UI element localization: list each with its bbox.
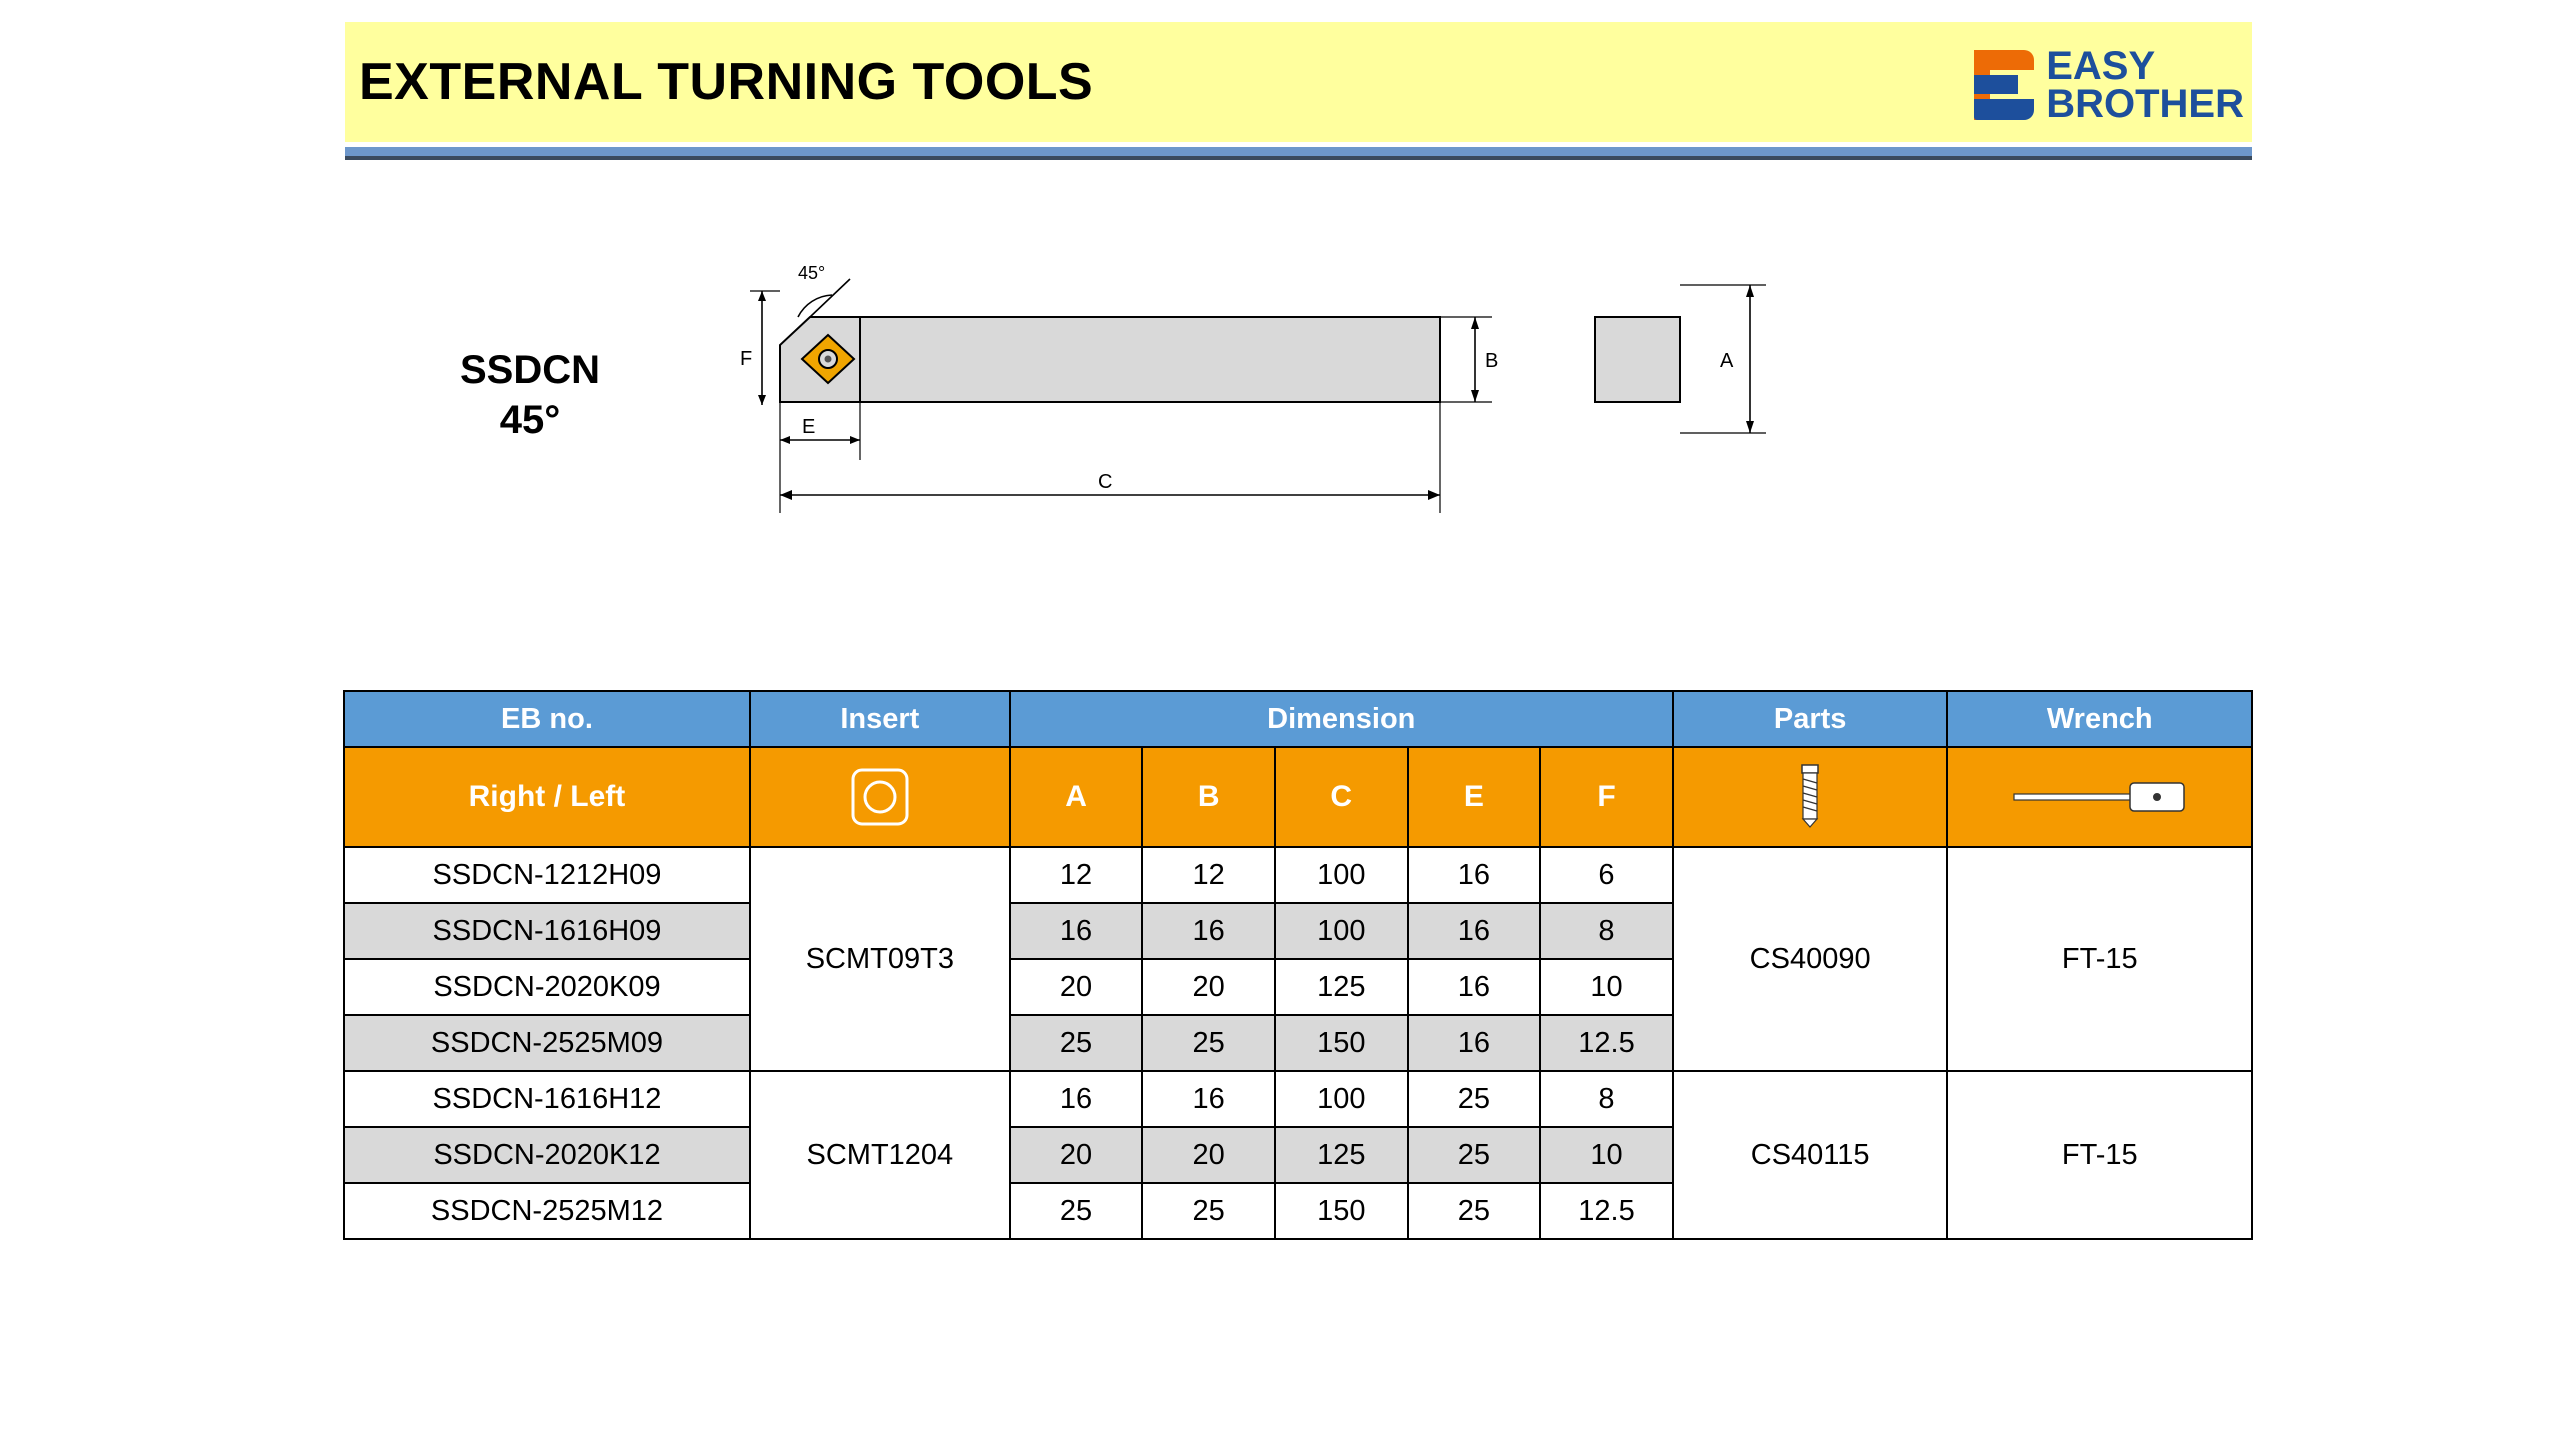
subheader-f: F xyxy=(1540,747,1673,847)
table-body xyxy=(344,847,2252,1239)
cell-f: 10 xyxy=(1540,959,1673,1015)
header-insert: Insert xyxy=(750,691,1010,747)
cell-eb-no: SSDCN-2020K12 xyxy=(344,1127,750,1183)
cell-e: 16 xyxy=(1408,959,1541,1015)
cell-e: 16 xyxy=(1408,903,1541,959)
subheader-e: E xyxy=(1408,747,1541,847)
cell-parts: CS40090 xyxy=(1673,847,1948,1071)
cell-c: 100 xyxy=(1275,903,1408,959)
cell-a: 16 xyxy=(1010,903,1143,959)
cell-c: 125 xyxy=(1275,959,1408,1015)
cell-e: 25 xyxy=(1408,1071,1541,1127)
header-parts: Parts xyxy=(1673,691,1948,747)
tool-technical-drawing xyxy=(740,255,1900,585)
table-row xyxy=(344,1071,2252,1127)
page-title: EXTERNAL TURNING TOOLS xyxy=(359,53,1094,111)
cell-insert: SCMT1204 xyxy=(750,1071,1010,1239)
subheader-hand: Right / Left xyxy=(344,747,750,847)
subheader-a: A xyxy=(1010,747,1143,847)
cell-f: 10 xyxy=(1540,1127,1673,1183)
cell-f: 8 xyxy=(1540,903,1673,959)
series-name: SSDCN xyxy=(459,348,601,392)
table-header-row xyxy=(344,691,2252,747)
cell-eb-no: SSDCN-2525M09 xyxy=(344,1015,750,1071)
logo-mark-icon xyxy=(1974,50,2034,120)
cell-f: 8 xyxy=(1540,1071,1673,1127)
cell-f: 12.5 xyxy=(1540,1183,1673,1239)
a-callout: A xyxy=(1720,350,1734,372)
cell-eb-no: SSDCN-2020K09 xyxy=(344,959,750,1015)
subheader-c: C xyxy=(1275,747,1408,847)
cell-c: 150 xyxy=(1275,1183,1408,1239)
cell-b: 20 xyxy=(1142,959,1275,1015)
header-eb-no: EB no. xyxy=(344,691,750,747)
cell-e: 16 xyxy=(1408,847,1541,903)
cell-eb-no: SSDCN-2525M12 xyxy=(344,1183,750,1239)
insert-shape-icon xyxy=(750,747,1010,847)
cell-b: 16 xyxy=(1142,1071,1275,1127)
specification-table xyxy=(343,690,2253,1240)
cell-c: 100 xyxy=(1275,847,1408,903)
cell-insert: SCMT09T3 xyxy=(750,847,1010,1071)
f-callout: F xyxy=(740,348,753,370)
e-callout: E xyxy=(802,416,816,438)
logo-text-line2: BROTHER xyxy=(2046,82,2244,126)
cell-eb-no: SSDCN-1616H09 xyxy=(344,903,750,959)
header-wrench: Wrench xyxy=(1947,691,2252,747)
cell-wrench: FT-15 xyxy=(1947,1071,2252,1239)
subheader-b: B xyxy=(1142,747,1275,847)
cell-b: 25 xyxy=(1142,1183,1275,1239)
c-callout: C xyxy=(1098,471,1113,493)
cell-c: 125 xyxy=(1275,1127,1408,1183)
cell-b: 25 xyxy=(1142,1015,1275,1071)
table-row xyxy=(344,847,2252,903)
header-rule-blue xyxy=(345,147,2252,156)
wrench-icon xyxy=(1947,747,2252,847)
cell-b: 16 xyxy=(1142,903,1275,959)
screw-icon xyxy=(1673,747,1948,847)
cell-c: 100 xyxy=(1275,1071,1408,1127)
brand-logo xyxy=(1974,46,2244,124)
page-header-band xyxy=(345,22,2252,142)
b-callout: B xyxy=(1485,350,1499,372)
cell-eb-no: SSDCN-1616H12 xyxy=(344,1071,750,1127)
cell-a: 16 xyxy=(1010,1071,1143,1127)
cell-a: 25 xyxy=(1010,1183,1143,1239)
cell-eb-no: SSDCN-1212H09 xyxy=(344,847,750,903)
cell-a: 20 xyxy=(1010,1127,1143,1183)
logo-text-line1: EASY xyxy=(2046,44,2156,88)
cell-a: 12 xyxy=(1010,847,1143,903)
header-dimension: Dimension xyxy=(1010,691,1673,747)
header-rule-dark xyxy=(345,156,2252,160)
table-subheader-row xyxy=(344,747,2252,847)
angle-callout: 45° xyxy=(798,263,826,283)
cell-f: 12.5 xyxy=(1540,1015,1673,1071)
cell-parts: CS40115 xyxy=(1673,1071,1948,1239)
cell-a: 20 xyxy=(1010,959,1143,1015)
cell-e: 16 xyxy=(1408,1015,1541,1071)
cell-e: 25 xyxy=(1408,1183,1541,1239)
series-angle: 45° xyxy=(499,398,561,442)
cell-b: 12 xyxy=(1142,847,1275,903)
series-label xyxy=(400,345,660,445)
cell-a: 25 xyxy=(1010,1015,1143,1071)
cell-e: 25 xyxy=(1408,1127,1541,1183)
cell-f: 6 xyxy=(1540,847,1673,903)
cell-b: 20 xyxy=(1142,1127,1275,1183)
cell-wrench: FT-15 xyxy=(1947,847,2252,1071)
cell-c: 150 xyxy=(1275,1015,1408,1071)
